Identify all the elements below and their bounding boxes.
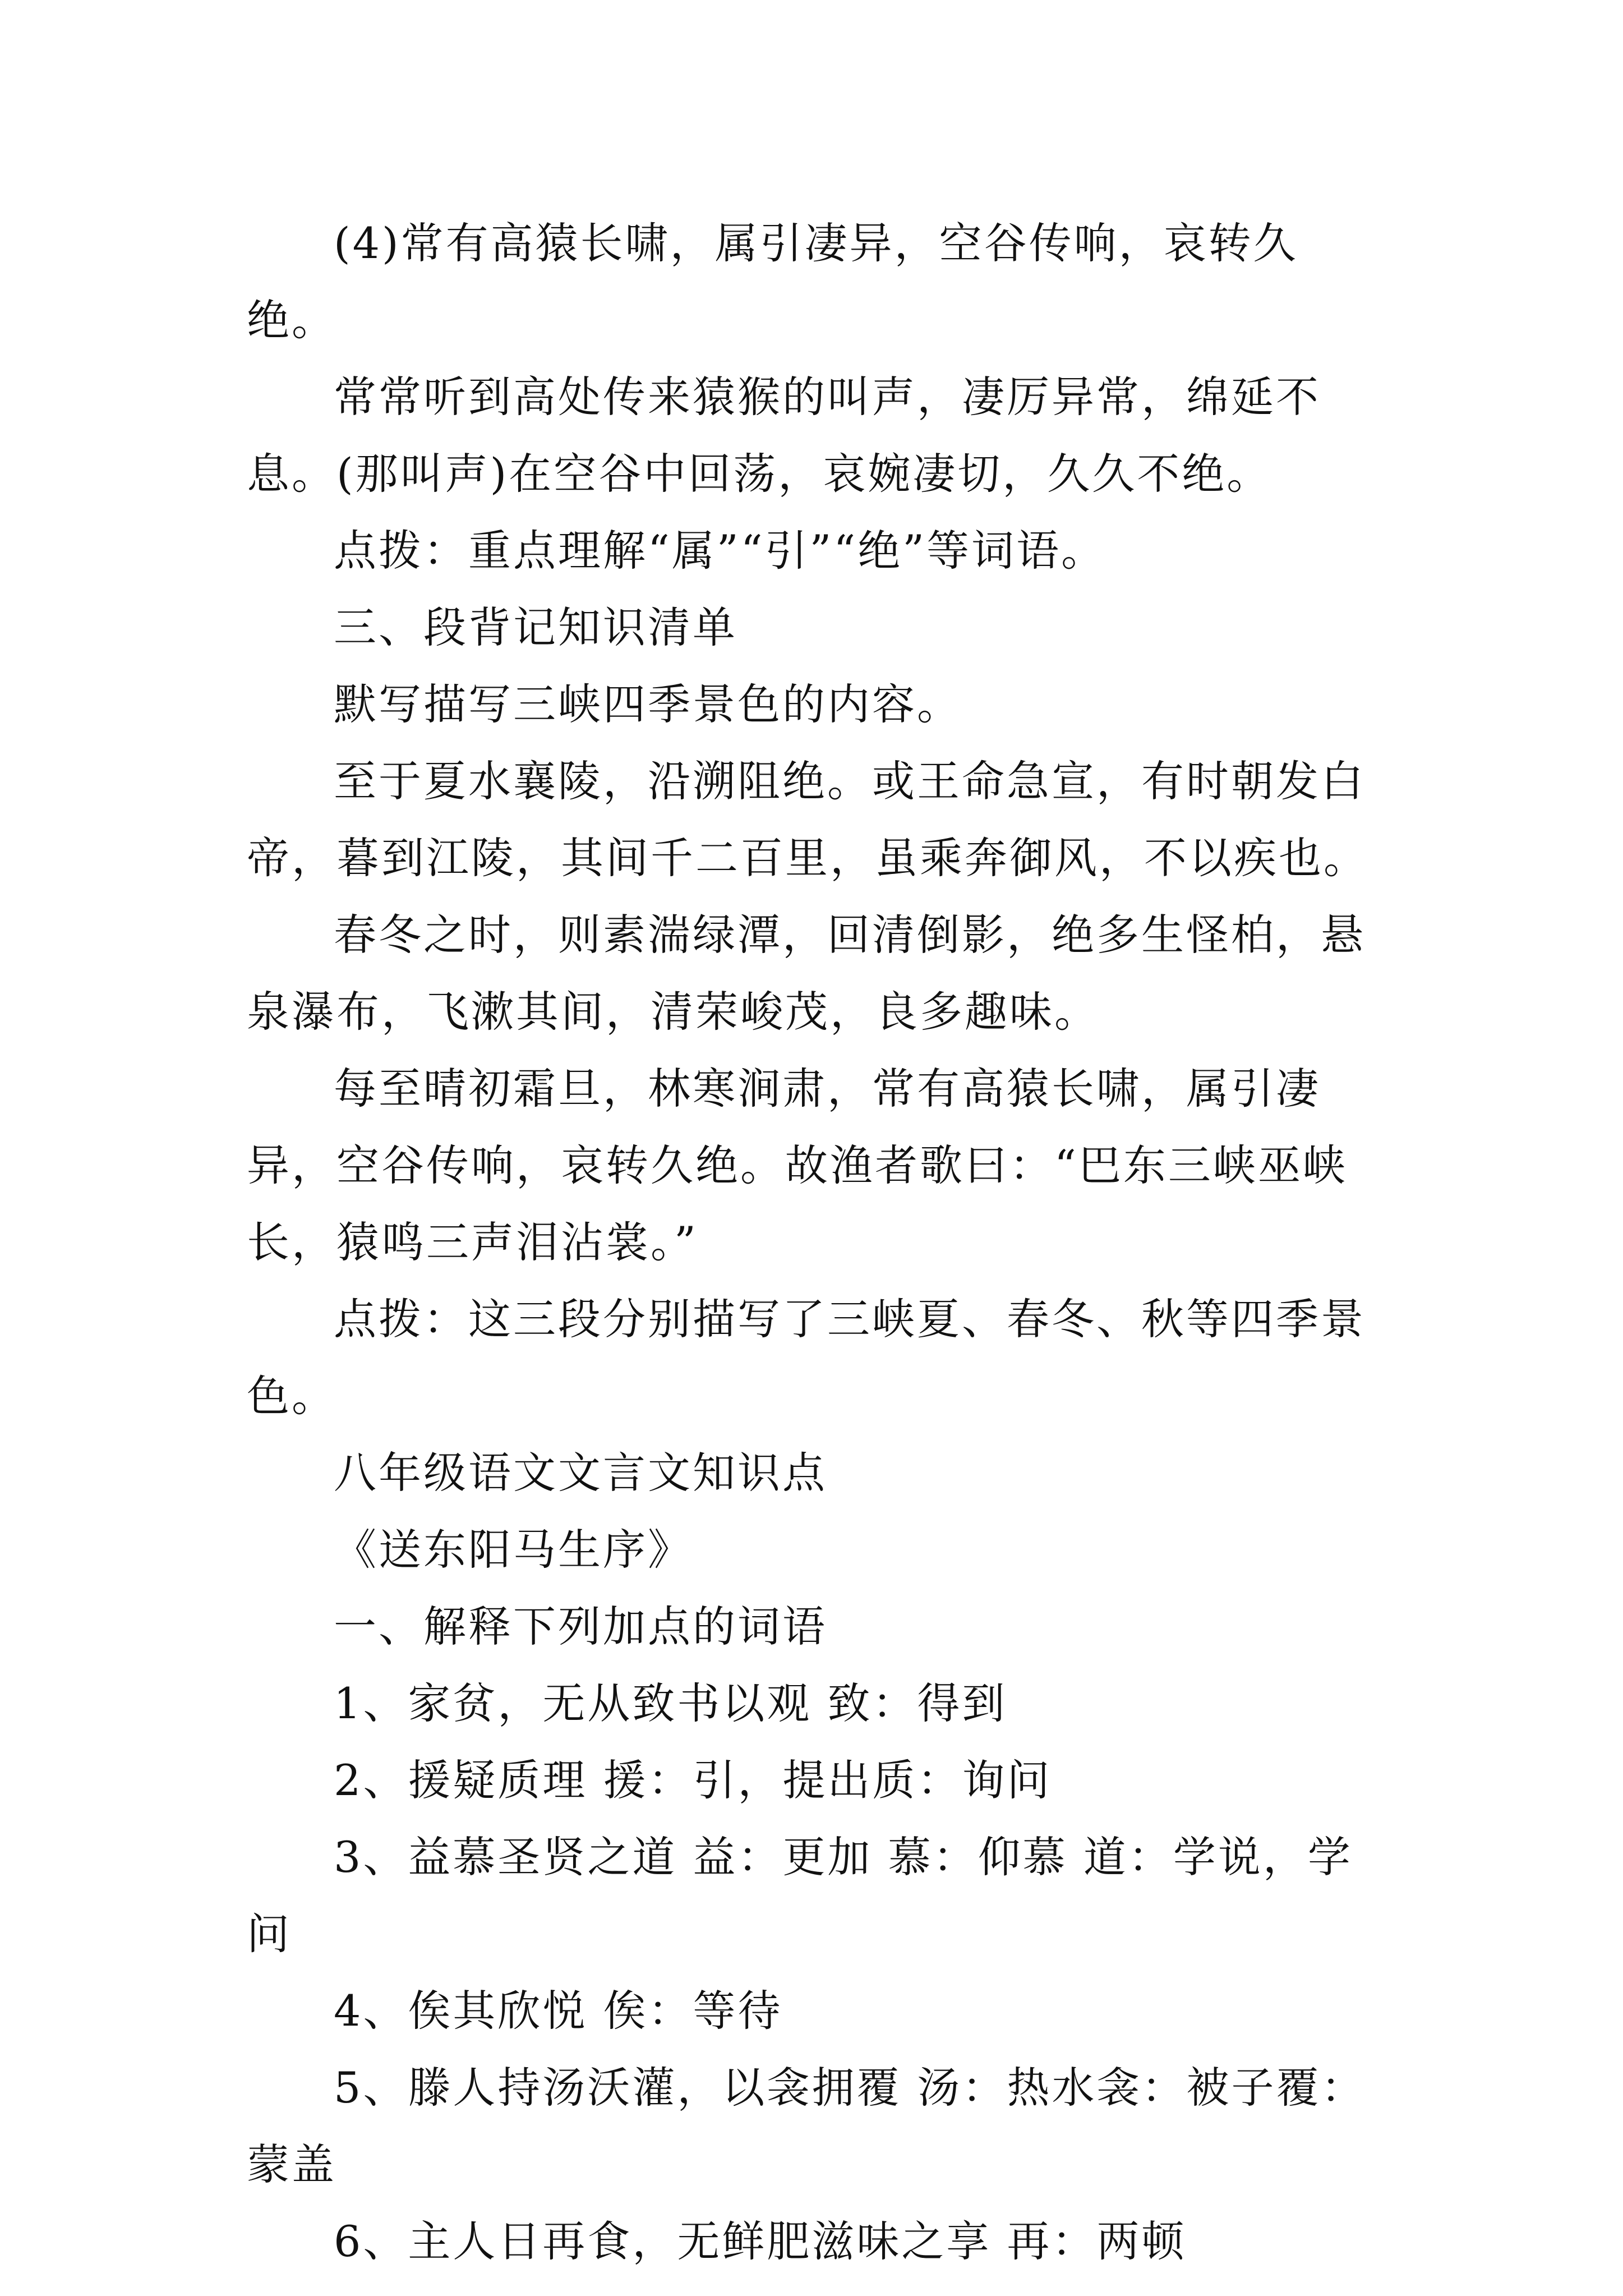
paragraph-ape-cry-translation: 常常听到高处传来猿猴的叫声，凄厉异常，绵延不息。(那叫声)在空谷中回荡，哀婉凄切，久久不绝。: [247, 372, 1321, 499]
section-heading-grade8-knowledge: 八年级语文文言文知识点: [334, 1448, 827, 1498]
document-body: [247, 205, 1385, 2280]
paragraph-dictation-instruction: 默写描写三峡四季景色的内容。: [334, 679, 962, 729]
section-heading-explain-words: 一、解释下列加点的词语: [334, 1602, 827, 1651]
vocab-item-4: 4、俟其欣悦 俟：等待: [334, 1986, 783, 2036]
paragraph-spring-winter-scenery: 春冬之时，则素湍绿潭，回清倒影，绝多生怪柏，悬泉瀑布，飞漱其间，清荣峻茂，良多趣味。: [247, 910, 1366, 1037]
vocab-item-1: 1、家贫，无从致书以观 致：得到: [334, 1678, 1007, 1728]
vocab-item-3: 3、益慕圣贤之道 益：更加 慕：仰慕 道：学说，学问: [247, 1832, 1353, 1959]
text-title: 《送东阳马生序》: [334, 1525, 693, 1575]
paragraph-ape-cry-quote: (4)常有高猿长啸，属引凄异，空谷传响，哀转久绝。: [247, 218, 1298, 345]
paragraph-tip-key-words: 点拨：重点理解“属”“引”“绝”等词语。: [334, 526, 1106, 576]
paragraph-autumn-scenery: 每至晴初霜旦，林寒涧肃，常有高猿长啸，属引凄异，空谷传响，哀转久绝。故渔者歌曰：“巴东三峡巫峡长，猿鸣三声泪沾裳。”: [247, 1064, 1348, 1267]
section-heading-memorize-list: 三、段背记知识清单: [334, 602, 737, 652]
vocab-item-5: 5、滕人持汤沃灌，以衾拥覆 汤：热水衾：被子覆：蒙盖: [247, 2063, 1366, 2189]
paragraph-tip-four-seasons: 点拨：这三段分别描写了三峡夏、春冬、秋等四季景色。: [247, 1294, 1366, 1421]
vocab-item-2: 2、援疑质理 援：引，提出质：询问: [334, 1755, 1052, 1805]
paragraph-summer-scenery: 至于夏水襄陵，沿溯阻绝。或王命急宣，有时朝发白帝，暮到江陵，其间千二百里，虽乘奔御风，不以疾也。: [247, 756, 1368, 883]
vocab-item-6: 6、主人日再食，无鲜肥滋味之享 再：两顿: [334, 2216, 1187, 2266]
